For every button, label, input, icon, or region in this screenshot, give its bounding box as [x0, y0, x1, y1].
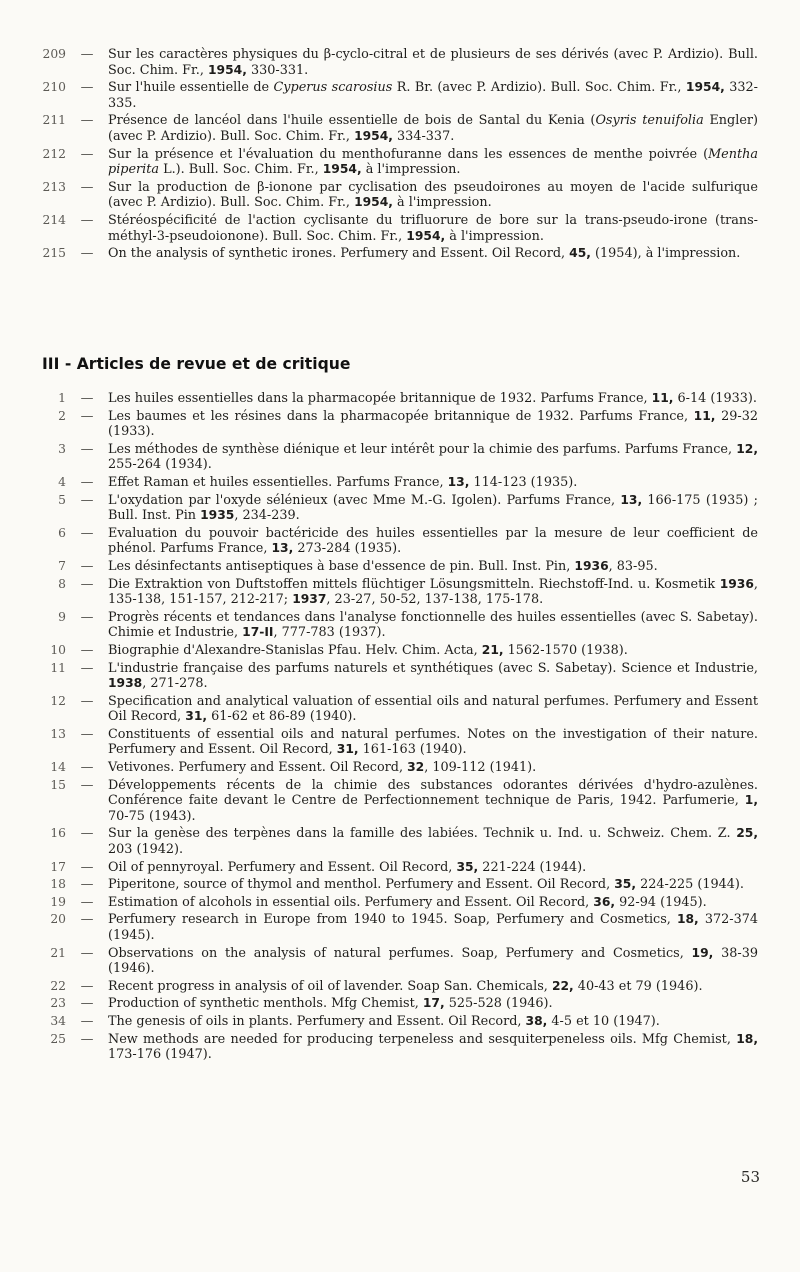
volume-number: 11,: [651, 391, 674, 405]
citation-text: 114-123 (1935).: [469, 474, 578, 490]
citation-text: 334-337.: [392, 128, 455, 144]
citation-text: Présence de lancéol dans l'huile essentielle de bois de Santal du Kenia (: [108, 113, 596, 129]
citation-text: , 271-278.: [142, 676, 208, 692]
volume-number: 1938: [108, 676, 143, 691]
bibliography-entry: [42, 643, 758, 659]
page-number: 53: [740, 1168, 760, 1186]
volume-number: 22,: [551, 978, 574, 993]
volume-number: 21,: [481, 642, 504, 657]
volume-number: 1954,: [354, 195, 393, 210]
entry-citation: [108, 113, 758, 144]
entry-dash: —: [80, 492, 94, 508]
entry-citation: [108, 213, 758, 244]
citation-text: Oil of pennyroyal. Perfumery and Essent. Oil Record,: [108, 859, 457, 875]
volume-number: 1954,: [322, 162, 362, 177]
citation-text: Stéréospécificité de l'action cyclisante du trifluorure de bore sur la trans-pseudo-irone (trans-méthyl-3-pseudoionone). Bull. Soc. Chim. Fr.,: [108, 212, 758, 244]
citation-text: Les désinfectants antiseptiques à base d'essence de pin. Bull. Inst. Pin,: [108, 558, 575, 574]
volume-number: 1954,: [354, 128, 393, 143]
entry-number: 5: [58, 492, 66, 507]
citation-text: Piperitone, source of thymol and menthol. Perfumery and Essent. Oil Record,: [108, 877, 615, 893]
volume-number: 35,: [456, 859, 479, 874]
volume-number: 36,: [593, 894, 616, 909]
citation-text: , 23-27, 50-52, 137-138, 175-178.: [326, 592, 544, 608]
entry-citation: [108, 80, 758, 111]
entry-number: 14: [50, 760, 66, 775]
citation-text: Les baumes et les résines dans la pharmacopée britannique de 1932. Parfums France,: [108, 408, 694, 424]
volume-number: 32: [407, 760, 425, 775]
entry-citation: [108, 860, 758, 876]
citation-text: , 135-138, 151-157, 212-217;: [108, 576, 758, 608]
section-heading: III - Articles de revue et de critique: [42, 355, 351, 373]
citation-text: 1562-1570 (1938).: [503, 642, 628, 658]
entry-citation: [108, 661, 758, 692]
entry-dash: —: [80, 246, 94, 262]
volume-number: 17,: [422, 996, 445, 1011]
entry-dash: —: [80, 877, 94, 893]
citation-text: On the analysis of synthetic irones. Perfumery and Essent. Oil Record,: [108, 246, 570, 262]
entry-dash: —: [80, 693, 94, 709]
bibliography-entry: [42, 180, 758, 211]
bibliography-entry: [42, 493, 758, 524]
bibliography-entry: [42, 577, 758, 608]
citation-text: Perfumery research in Europe from 1940 to 1945. Soap, Perfumery and Cosmetics,: [108, 912, 677, 928]
citation-text: 372-374 (1945).: [108, 912, 758, 943]
entry-citation: [108, 391, 758, 407]
bibliography-entry: [42, 912, 758, 943]
citation-text: 224-225 (1944).: [636, 877, 744, 893]
volume-number: 13,: [447, 474, 470, 489]
entry-number: 20: [50, 912, 66, 927]
citation-text: Evaluation du pouvoir bactéricide des huiles essentielles par la mesure de leur coefficient de phénol. Parfums France,: [108, 525, 758, 557]
bibliography-entry: [42, 826, 758, 857]
entry-dash: —: [80, 558, 94, 574]
citation-text: L'industrie française des parfums naturels et synthétiques (avec S. Sabetay). Science et Industrie,: [108, 660, 758, 676]
volume-number: 1954,: [685, 80, 725, 95]
bibliography-entry: [42, 1014, 758, 1030]
entry-number: 11: [50, 660, 66, 675]
bibliography-entry: [42, 877, 758, 893]
citation-text: Specification and analytical valuation of essential oils and natural perfumes. Perfumery and Essent Oil Record,: [108, 693, 758, 725]
entry-number: 34: [50, 1013, 66, 1028]
entry-dash: —: [80, 408, 94, 424]
entry-number: 210: [42, 80, 66, 95]
entry-citation: [108, 1032, 758, 1063]
entry-citation: [108, 246, 758, 262]
entry-dash: —: [80, 894, 94, 910]
bibliography-entry: [42, 113, 758, 144]
entry-dash: —: [80, 859, 94, 875]
citation-text: , 777-783 (1937).: [273, 625, 386, 641]
entry-number: 13: [50, 726, 66, 741]
citation-text: , 83-95.: [608, 558, 658, 574]
entry-number: 16: [50, 826, 66, 841]
entry-citation: [108, 996, 758, 1012]
citation-text: 221-224 (1944).: [478, 859, 587, 875]
citation-text: Vetivones. Perfumery and Essent. Oil Record,: [108, 760, 408, 776]
citation-text: R. Br. (avec P. Ardizio). Bull. Soc. Chim. Fr.,: [392, 80, 686, 96]
entry-dash: —: [80, 945, 94, 961]
entry-citation: [108, 826, 758, 857]
volume-number: 1954,: [406, 228, 446, 243]
entry-number: 211: [42, 113, 66, 128]
bibliography-entry: [42, 727, 758, 758]
entry-number: 4: [58, 474, 66, 489]
volume-number: 1937: [292, 592, 327, 607]
species-name: Osyris tenuifolia: [595, 113, 704, 129]
citation-text: 173-176 (1947).: [108, 1047, 212, 1063]
volume-number: 35,: [614, 877, 637, 892]
entry-dash: —: [80, 576, 94, 592]
entry-number: 23: [50, 996, 66, 1011]
entry-number: 2: [58, 408, 66, 423]
volume-number: 38,: [525, 1013, 548, 1028]
entry-number: 7: [58, 558, 66, 573]
citation-text: 29-32 (1933).: [108, 408, 758, 440]
bibliography-entry: [42, 860, 758, 876]
entry-dash: —: [80, 660, 94, 676]
entry-number: 9: [58, 609, 66, 624]
entry-citation: [108, 895, 758, 911]
bibliography-entry: [42, 80, 758, 111]
citation-text: à l'impression.: [392, 195, 492, 211]
entry-dash: —: [80, 146, 94, 162]
bibliography-entry: [42, 526, 758, 557]
entry-number: 6: [58, 525, 66, 540]
citation-text: The genesis of oils in plants. Perfumery and Essent. Oil Record,: [108, 1013, 526, 1029]
entry-number: 215: [42, 246, 66, 261]
entry-dash: —: [80, 47, 94, 62]
entry-citation: [108, 147, 758, 178]
entry-citation: [108, 1014, 758, 1030]
entry-dash: —: [80, 642, 94, 658]
entry-number: 3: [58, 441, 66, 456]
entry-number: 212: [42, 146, 66, 161]
entry-dash: —: [80, 978, 94, 994]
entry-number: 15: [50, 777, 66, 792]
citation-text: Sur la production de β-ionone par cyclisation des pseudoirones au moyen de l'acide sulfurique (avec P. Ardizio). Bull. Soc. Chim. Fr.,: [108, 179, 758, 211]
citation-text: 273-284 (1935).: [293, 541, 402, 557]
entry-number: 22: [50, 978, 66, 993]
citation-text: New methods are needed for producing terpeneless and sesquiterpeneless oils. Mfg Chemist,: [108, 1031, 737, 1047]
bibliography-list-part-ii: [42, 47, 758, 264]
entry-number: 10: [50, 642, 66, 657]
citation-text: à l'impression.: [445, 228, 544, 244]
volume-number: 18,: [736, 1031, 758, 1046]
entry-citation: [108, 694, 758, 725]
bibliography-entry: [42, 610, 758, 641]
citation-text: Production of synthetic menthols. Mfg Chemist,: [108, 996, 423, 1012]
citation-text: (1954), à l'impression.: [590, 246, 741, 262]
volume-number: 1936: [574, 558, 609, 573]
bibliography-entry: [42, 246, 758, 262]
entry-dash: —: [80, 212, 94, 228]
entry-citation: [108, 760, 758, 776]
entry-dash: —: [80, 777, 94, 793]
volume-number: 31,: [336, 742, 359, 757]
entry-dash: —: [80, 912, 94, 928]
bibliography-entry: [42, 475, 758, 491]
entry-citation: [108, 946, 758, 977]
citation-text: Sur les caractères physiques du β-cyclo-citral et de plusieurs de ses dérivés (avec P. Ardizio). Bull. Soc. Chim. Fr.,: [108, 47, 758, 78]
citation-text: 166-175 (1935) ; Bull. Inst. Pin: [108, 492, 758, 524]
citation-text: , 234-239.: [234, 508, 300, 524]
citation-text: Sur la genèse des terpènes dans la famille des labiées. Technik u. Ind. u. Schweiz. Chem. Z.: [108, 826, 737, 842]
bibliography-entry: [42, 778, 758, 825]
entry-number: 8: [58, 576, 66, 591]
entry-citation: [108, 778, 758, 825]
citation-text: Biographie d'Alexandre-Stanislas Pfau. Helv. Chim. Acta,: [108, 642, 482, 658]
entry-dash: —: [80, 113, 94, 129]
entry-number: 214: [42, 212, 66, 227]
entry-citation: [108, 610, 758, 641]
entry-dash: —: [80, 474, 94, 490]
citation-text: L'oxydation par l'oxyde sélénieux (avec Mme M.-G. Igolen). Parfums France,: [108, 492, 621, 508]
entry-citation: [108, 526, 758, 557]
citation-text: Constituents of essential oils and natural perfumes. Notes on the investigation of their nature. Perfumery and Essent. Oil Record,: [108, 726, 758, 758]
bibliography-entry: [42, 1032, 758, 1063]
bibliography-entry: [42, 47, 758, 78]
citation-text: 38-39 (1946).: [108, 945, 758, 977]
bibliography-entry: [42, 409, 758, 440]
volume-number: 1954,: [207, 62, 247, 77]
citation-text: , 109-112 (1941).: [424, 760, 537, 776]
citation-text: 161-163 (1940).: [358, 742, 467, 758]
citation-text: Recent progress in analysis of oil of lavender. Soap San. Chemicals,: [108, 978, 552, 994]
bibliography-entry: [42, 694, 758, 725]
bibliography-list-part-iii: [42, 391, 758, 1065]
citation-text: Sur l'huile essentielle de: [108, 80, 274, 96]
bibliography-entry: [42, 559, 758, 575]
entry-dash: —: [80, 996, 94, 1012]
entry-citation: [108, 409, 758, 440]
citation-text: Progrès récents et tendances dans l'analyse fonctionnelle des huiles essentielles (avec S. Sabetay). Chimie et Industrie,: [108, 609, 758, 641]
citation-text: 40-43 et 79 (1946).: [573, 978, 703, 994]
entry-citation: [108, 727, 758, 758]
entry-citation: [108, 559, 758, 575]
species-name: Mentha piperita: [108, 146, 758, 178]
volume-number: 11,: [693, 408, 716, 423]
entry-number: 213: [42, 179, 66, 194]
entry-citation: [108, 493, 758, 524]
citation-text: 330-331.: [246, 62, 309, 78]
entry-number: 1: [58, 391, 66, 405]
citation-text: Engler) (avec P. Ardizio). Bull. Soc. Chim. Fr.,: [108, 113, 759, 144]
citation-text: Les huiles essentielles dans la pharmacopée britannique de 1932. Parfums France,: [108, 391, 652, 406]
entry-citation: [108, 979, 758, 995]
bibliography-entry: [42, 895, 758, 911]
citation-text: Développements récents de la chimie des substances odorantes dérivées d'hydro-azulènes. Conférence faite devant le Centre de Perfectionnement technique de Paris, 1942. Parfumerie,: [108, 777, 758, 809]
volume-number: 25,: [736, 826, 758, 841]
citation-text: 255-264 (1934).: [108, 457, 212, 473]
entry-number: 19: [50, 894, 66, 909]
bibliography-entry: [42, 996, 758, 1012]
citation-text: 4-5 et 10 (1947).: [547, 1013, 660, 1029]
bibliography-entry: [42, 442, 758, 473]
citation-text: Estimation of alcohols in essential oils. Perfumery and Essent. Oil Record,: [108, 894, 594, 910]
entry-dash: —: [80, 760, 94, 776]
citation-text: Les méthodes de synthèse diénique et leur intérêt pour la chimie des parfums. Parfums France,: [108, 441, 737, 457]
entry-number: 209: [42, 47, 66, 61]
volume-number: 1935: [200, 508, 235, 523]
volume-number: 45,: [569, 246, 591, 261]
entry-citation: [108, 475, 758, 491]
bibliography-entry: [42, 213, 758, 244]
citation-text: 525-528 (1946).: [444, 996, 553, 1012]
bibliography-entry: [42, 391, 758, 407]
entry-dash: —: [80, 441, 94, 457]
entry-dash: —: [80, 80, 94, 96]
volume-number: 17-II: [242, 625, 274, 640]
entry-number: 17: [50, 859, 66, 874]
citation-text: 332-335.: [108, 80, 758, 111]
volume-number: 18,: [676, 912, 699, 927]
bibliography-entry: [42, 661, 758, 692]
citation-text: Sur la présence et l'évaluation du menthofuranne dans les essences de menthe poivrée (: [108, 146, 709, 162]
entry-citation: [108, 442, 758, 473]
entry-citation: [108, 47, 758, 78]
entry-dash: —: [80, 726, 94, 742]
entry-dash: —: [80, 826, 94, 842]
entry-dash: —: [80, 609, 94, 625]
citation-text: 203 (1942).: [108, 842, 184, 858]
entry-citation: [108, 877, 758, 893]
volume-number: 19,: [691, 945, 714, 960]
citation-text: Observations on the analysis of natural perfumes. Soap, Perfumery and Cosmetics,: [108, 945, 692, 961]
bibliography-entry: [42, 946, 758, 977]
entry-number: 12: [50, 693, 66, 708]
entry-dash: —: [80, 525, 94, 541]
volume-number: 1936: [719, 576, 754, 591]
bibliography-entry: [42, 147, 758, 178]
entry-dash: —: [80, 391, 94, 406]
entry-number: 25: [50, 1031, 66, 1046]
volume-number: 13,: [271, 541, 294, 556]
entry-dash: —: [80, 179, 94, 195]
citation-text: 92-94 (1945).: [615, 894, 707, 910]
citation-text: Die Extraktion von Duftstoffen mittels flüchtiger Lösungsmitteln. Riechstoff-Ind. u. Kosmetik: [108, 576, 720, 592]
entry-citation: [108, 643, 758, 659]
volume-number: 13,: [620, 492, 643, 507]
bibliography-entry: [42, 760, 758, 776]
citation-text: Effet Raman et huiles essentielles. Parfums France,: [108, 474, 448, 490]
volume-number: 12,: [736, 441, 758, 456]
entry-dash: —: [80, 1013, 94, 1029]
volume-number: 1,: [744, 793, 758, 808]
bibliography-entry: [42, 979, 758, 995]
species-name: Cyperus scarosius: [273, 80, 393, 96]
citation-text: à l'impression.: [361, 162, 461, 178]
entry-citation: [108, 912, 758, 943]
entry-number: 21: [50, 945, 66, 960]
citation-text: 70-75 (1943).: [108, 808, 196, 824]
citation-text: 61-62 et 86-89 (1940).: [207, 709, 357, 725]
volume-number: 31,: [185, 709, 208, 724]
entry-citation: [108, 180, 758, 211]
entry-dash: —: [80, 1031, 94, 1047]
citation-text: L.). Bull. Soc. Chim. Fr.,: [159, 162, 323, 178]
entry-number: 18: [50, 877, 66, 892]
citation-text: 6-14 (1933).: [673, 391, 757, 406]
entry-citation: [108, 577, 758, 608]
